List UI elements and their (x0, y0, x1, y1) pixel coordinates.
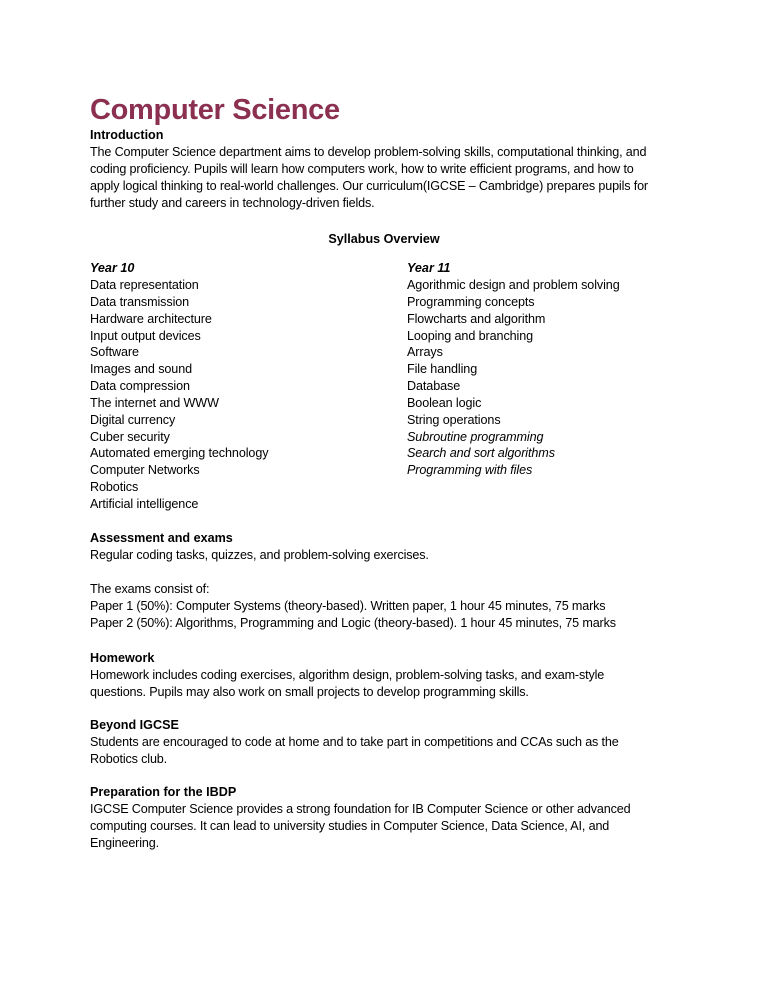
list-item: Cuber security (90, 429, 170, 444)
list-item: Hardware architecture (90, 311, 212, 326)
list-item: Boolean logic (407, 395, 482, 410)
year10-title: Year 10 (90, 261, 135, 275)
introduction-text (90, 144, 690, 212)
syllabus-heading: Syllabus Overview (328, 232, 440, 246)
assessment-intro: Regular coding tasks, quizzes, and problem-solving exercises. (90, 548, 429, 562)
homework-section (90, 650, 690, 701)
introduction-line: apply logical thinking to real-world challenges. Our curriculum(IGCSE – Cambridge) prepares pupils for (90, 179, 648, 193)
ibdp-section (90, 784, 690, 852)
list-item: Software (90, 345, 139, 360)
introduction-section (90, 127, 690, 212)
list-item: The internet and WWW (90, 395, 219, 410)
paper-1: Paper 1 (50%): Computer Systems (theory-based). Written paper, 1 hour 45 minutes, 75 marks (90, 599, 606, 613)
introduction-line: further study and careers in technology-driven fields. (90, 196, 375, 210)
list-item: Data representation (90, 278, 199, 292)
introduction-heading: Introduction (90, 128, 164, 142)
beyond-igcse-text: Students are encouraged to code at home and to take part in competitions and CCAs such as the Robotics club. (90, 735, 619, 766)
year11-column (407, 260, 620, 479)
list-item: Database (407, 379, 461, 394)
list-item: Arrays (407, 345, 443, 360)
list-item: Automated emerging technology (90, 446, 269, 461)
list-item: File handling (407, 362, 478, 377)
exams-intro: The exams consist of: (90, 582, 210, 596)
year11-topic-list (407, 277, 620, 479)
ibdp-text: IGCSE Computer Science provides a strong foundation for IB Computer Science or other advanced computing courses. It can lead to university studies in Computer Science, Data Science, AI, and Engineering. (90, 802, 631, 850)
year11-title: Year 11 (407, 261, 451, 275)
exams-text (90, 581, 690, 632)
ibdp-heading: Preparation for the IBDP (90, 785, 237, 799)
list-item: Digital currency (90, 412, 176, 427)
list-item: Programming with files (407, 463, 533, 478)
introduction-line: The Computer Science department aims to develop problem-solving skills, computational thinking, and (90, 145, 647, 159)
homework-text: Homework includes coding exercises, algorithm design, problem-solving tasks, and exam-style questions. Pupils may also work on small projects to develop programming skills. (90, 668, 605, 699)
list-item: Programming concepts (407, 294, 535, 309)
homework-heading: Homework (90, 651, 155, 665)
exams-section (90, 581, 690, 632)
year10-column (90, 260, 268, 513)
page-title: Computer Science (90, 94, 340, 126)
list-item: Computer Networks (90, 463, 200, 478)
paper-2: Paper 2 (50%): Algorithms, Programming and Logic (theory-based). 1 hour 45 minutes, 75 marks (90, 616, 616, 630)
list-item: Data compression (90, 379, 190, 394)
list-item: Subroutine programming (407, 429, 544, 444)
list-item: String operations (407, 412, 501, 427)
list-item: Data transmission (90, 294, 190, 309)
assessment-heading: Assessment and exams (90, 531, 233, 545)
beyond-igcse-heading: Beyond IGCSE (90, 718, 179, 732)
list-item: Search and sort algorithms (407, 446, 555, 461)
list-item: Artificial intelligence (90, 496, 199, 511)
list-item: Flowcharts and algorithm (407, 311, 546, 326)
list-item: Looping and branching (407, 328, 534, 343)
list-item: Agorithmic design and problem solving (407, 278, 620, 292)
beyond-igcse-section (90, 717, 690, 768)
list-item: Input output devices (90, 328, 201, 343)
year10-topic-list (90, 277, 268, 513)
list-item: Images and sound (90, 362, 193, 377)
list-item: Robotics (90, 480, 139, 495)
assessment-section (90, 530, 690, 564)
introduction-line: coding proficiency. Pupils will learn how computers work, how to write efficient programs, and how to (90, 162, 634, 176)
